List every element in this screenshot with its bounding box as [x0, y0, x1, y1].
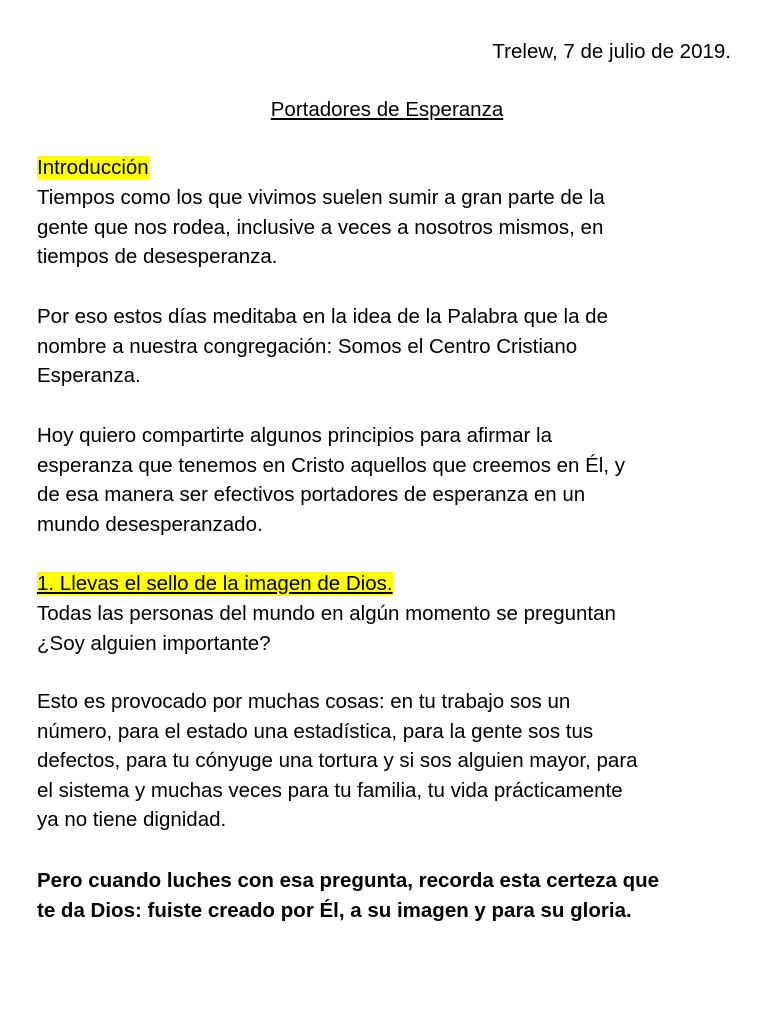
- text-line: Hoy quiero compartirte algunos principios para afirmar la: [37, 424, 553, 447]
- section-1-paragraph-3: [37, 866, 737, 925]
- section-1-paragraph-1: [37, 599, 737, 658]
- text-line: esperanza que tenemos en Cristo aquellos que creemos en Él, y: [37, 453, 626, 477]
- document-page: [37, 0, 737, 1024]
- document-date: Trelew, 7 de julio de 2019.: [492, 40, 731, 63]
- section-1-heading-block: [37, 569, 737, 599]
- text-line: gente que nos rodea, inclusive a veces a nosotros mismos, en: [37, 215, 604, 239]
- text-line: ¿Soy alguien importante?: [37, 631, 271, 655]
- text-line: ya no tiene dignidad.: [37, 808, 227, 831]
- intro-heading: Introducción: [37, 156, 149, 179]
- text-line: Esperanza.: [37, 364, 141, 387]
- text-line: Tiempos como los que vivimos suelen sumir a gran parte de la: [37, 186, 605, 209]
- text-line: Todas las personas del mundo en algún momento se preguntan: [37, 602, 616, 625]
- text-line: tiempos de desesperanza.: [37, 245, 278, 268]
- text-line: el sistema y muchas veces para tu familia, tu vida prácticamente: [37, 778, 623, 802]
- text-line: defectos, para tu cónyuge una tortura y si sos alguien mayor, para: [37, 749, 638, 772]
- intro-paragraph-2: [37, 302, 737, 391]
- intro-paragraph-3: [37, 421, 737, 539]
- intro-paragraph-1: [37, 183, 737, 272]
- text-line: nombre a nuestra congregación: Somos el Centro Cristiano: [37, 334, 578, 358]
- text-line: te da Dios: fuiste creado por Él, a su imagen y para su gloria.: [37, 898, 632, 922]
- text-line: mundo desesperanzado.: [37, 512, 263, 536]
- text-line: Pero cuando luches con esa pregunta, recorda esta certeza que: [37, 869, 660, 892]
- text-line: Por eso estos días meditaba en la idea de la Palabra que la de: [37, 305, 608, 328]
- section-1-heading: 1. Llevas el sello de la imagen de Dios.: [37, 572, 393, 595]
- document-title: Portadores de Esperanza: [270, 98, 504, 121]
- text-line: de esa manera ser efectivos portadores de esperanza en un: [37, 483, 586, 506]
- intro-heading-block: [37, 153, 737, 183]
- text-line: Esto es provocado por muchas cosas: en tu trabajo sos un: [37, 690, 571, 713]
- section-1-paragraph-2: [37, 687, 737, 835]
- text-line: número, para el estado una estadística, para la gente sos tus: [37, 719, 594, 743]
